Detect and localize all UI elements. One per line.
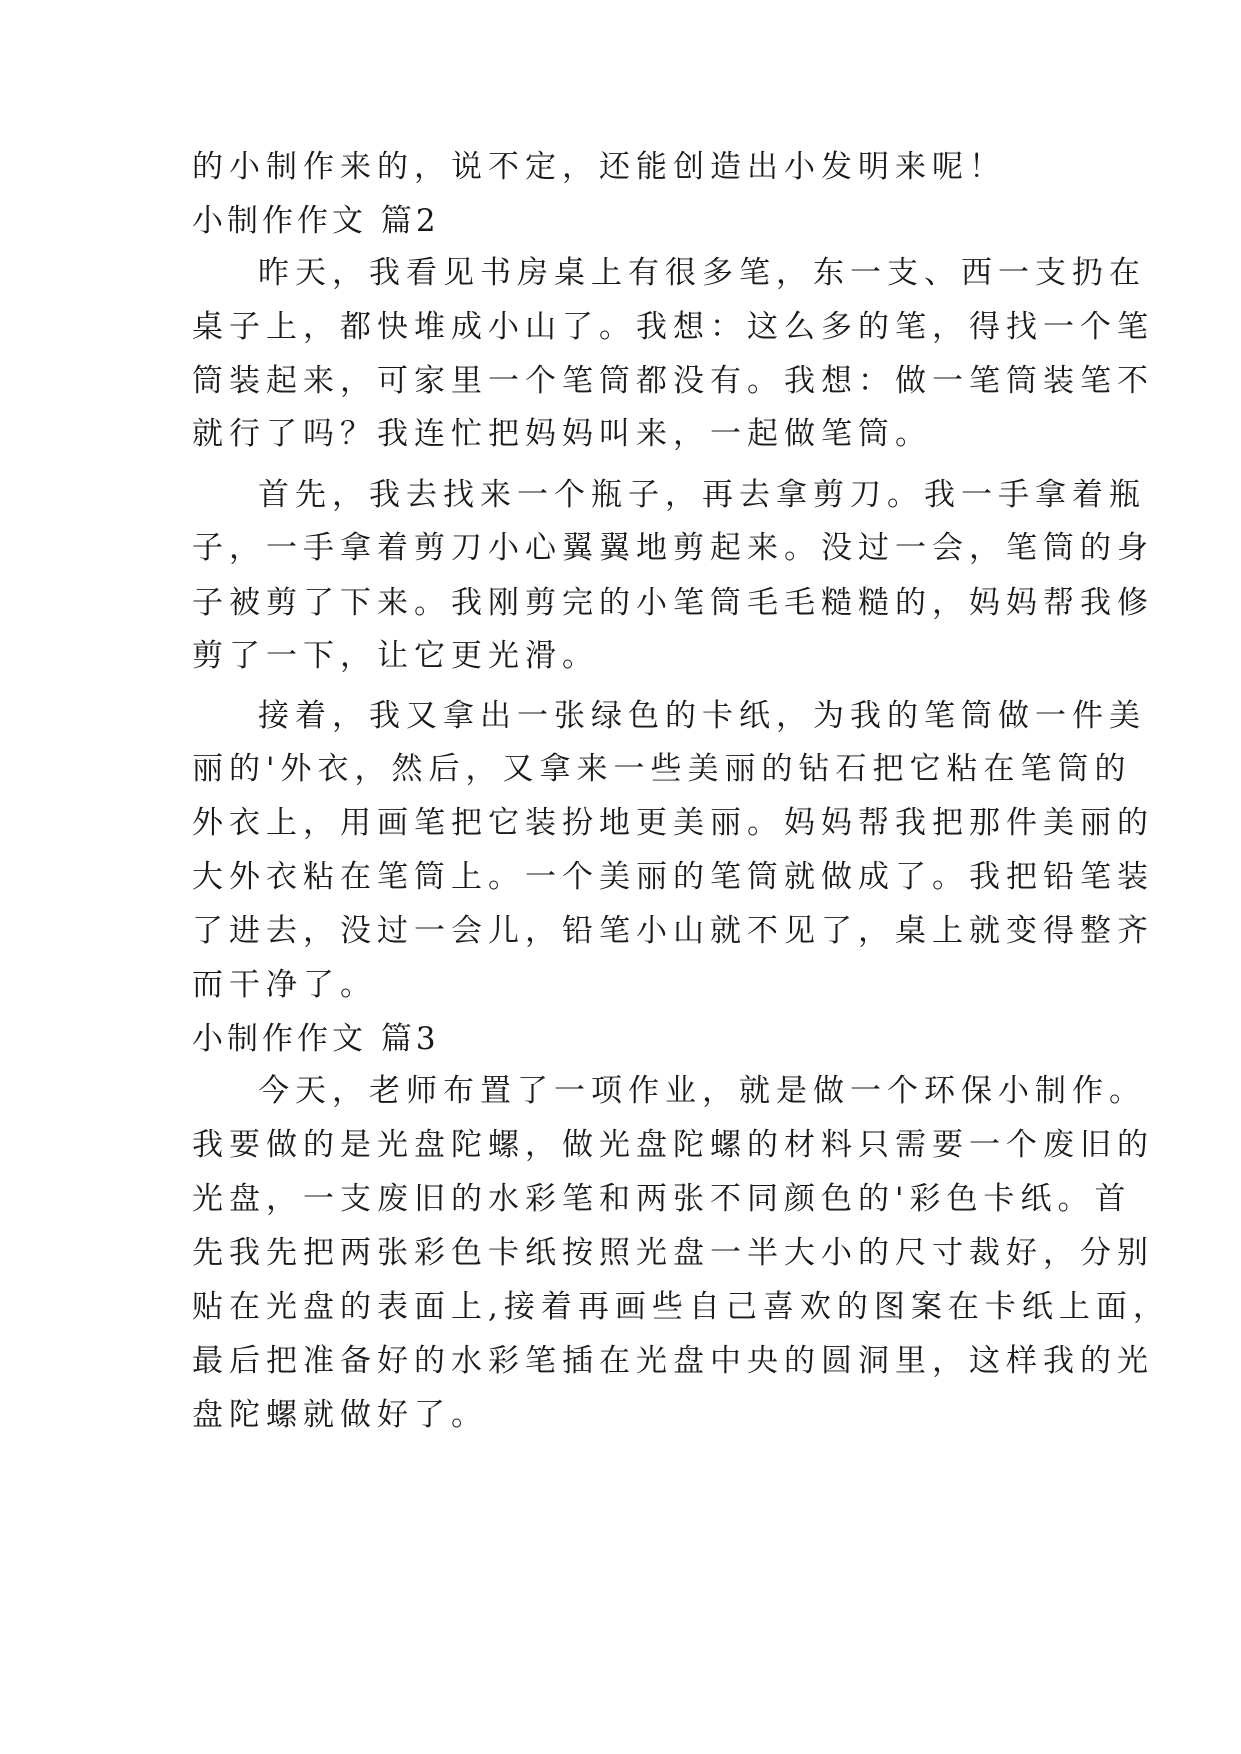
text-line: 最后把准备好的水彩笔插在光盘中央的圆洞里，这样我的光 [192, 1343, 1154, 1379]
text-line: 剪了一下，让它更光滑。 [192, 638, 599, 674]
paragraph-first-line: 今天，老师布置了一项作业，就是做一个环保小制作。 [258, 1073, 1146, 1109]
text-line: 外衣上，用画笔把它装扮地更美丽。妈妈帮我把那件美丽的 [192, 805, 1154, 841]
text-line: 大外衣粘在笔筒上。一个美丽的笔筒就做成了。我把铅笔装 [192, 859, 1154, 895]
paragraph-first-line: 昨天，我看见书房桌上有很多笔，东一支、西一支扔在 [258, 255, 1146, 291]
text-line: 先我先把两张彩色卡纸按照光盘一半大小的尺寸裁好，分别 [192, 1235, 1154, 1271]
text-line: 丽的'外衣，然后，又拿来一些美丽的钻石把它粘在笔筒的 [192, 751, 1132, 787]
text-line: 贴在光盘的表面上,接着再画些自己喜欢的图案在卡纸上面， [192, 1289, 1170, 1325]
text-line: 子被剪了下来。我刚剪完的小笔筒毛毛糙糙的，妈妈帮我修 [192, 585, 1154, 621]
text-line: 子，一手拿着剪刀小心翼翼地剪起来。没过一会，笔筒的身 [192, 530, 1154, 566]
text-line: 了进去，没过一会儿，铅笔小山就不见了，桌上就变得整齐 [192, 913, 1154, 949]
text-line: 筒装起来，可家里一个笔筒都没有。我想：做一笔筒装笔不 [192, 363, 1154, 399]
text-line: 桌子上，都快堆成小山了。我想：这么多的笔，得找一个笔 [192, 309, 1154, 345]
text-line: 我要做的是光盘陀螺，做光盘陀螺的材料只需要一个废旧的 [192, 1127, 1154, 1163]
paragraph-first-line: 接着，我又拿出一张绿色的卡纸，为我的笔筒做一件美 [258, 698, 1146, 734]
section-heading: 小制作作文 篇3 [192, 1021, 440, 1057]
section-heading: 小制作作文 篇2 [192, 203, 440, 239]
text-line: 而干净了。 [192, 967, 377, 1003]
text-line: 盘陀螺就做好了。 [192, 1397, 488, 1433]
text-line: 光盘，一支废旧的水彩笔和两张不同颜色的'彩色卡纸。首 [192, 1181, 1132, 1217]
text-line: 的小制作来的，说不定，还能创造出小发明来呢！ [192, 149, 1006, 185]
text-line: 就行了吗？我连忙把妈妈叫来，一起做笔筒。 [192, 416, 932, 452]
paragraph-first-line: 首先，我去找来一个瓶子，再去拿剪刀。我一手拿着瓶 [258, 477, 1146, 513]
